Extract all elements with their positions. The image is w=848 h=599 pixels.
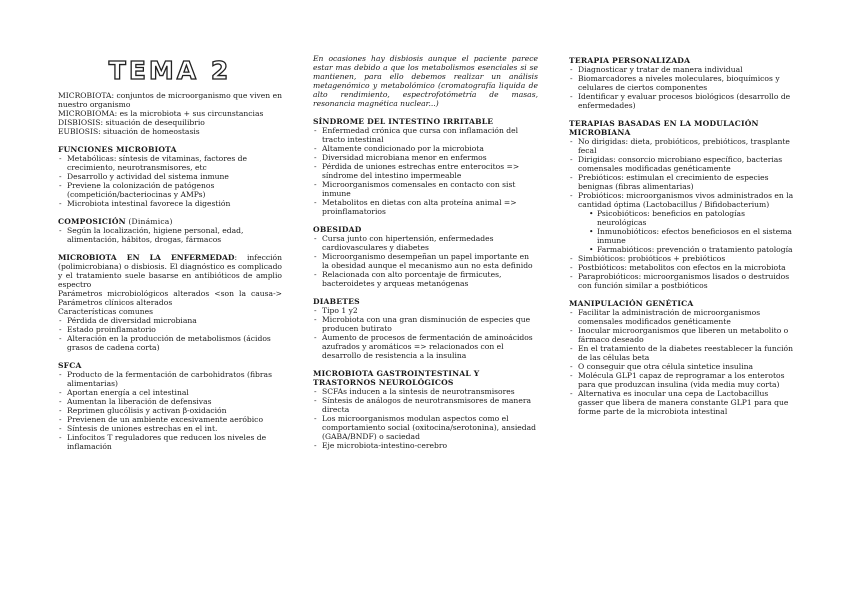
bullet-list	[313, 387, 538, 450]
heading-text: COMPOSICIÓN	[58, 217, 126, 226]
section-heading: TERAPIAS BASADAS EN LA MODULACIÓN MICROBIANA	[569, 119, 759, 137]
definition-text: : situación de homeostasis	[98, 127, 200, 136]
list-item: - Alteración en la producción de metabolismos (ácidos grasos de cadena corta)	[58, 334, 282, 352]
list-item: - Paraprobióticos: microorganismos lisados o destruidos con función similar a postbióticos	[569, 272, 794, 290]
definition-term: MICROBIOTA	[58, 91, 112, 100]
column-left	[58, 58, 282, 451]
list-item: - Metabolitos en dietas con alta proteína animal => proinflamatorios	[313, 198, 538, 216]
heading-suffix: (Dinámica)	[125, 217, 173, 226]
list-item: - Microorganismos comensales en contacto con sist inmune	[313, 180, 538, 198]
list-item: - Síntesis de uniones estrechas en el int.	[58, 424, 282, 433]
list-item: - Enfermedad crónica que cursa con inflamación del tracto intestinal	[313, 126, 538, 144]
page-title: TEMA 2	[108, 56, 232, 85]
list-item: - No dirigidas: dieta, probióticos, prebióticos, trasplante fecal	[569, 137, 794, 155]
definition-text: : situación de desequilibrio	[100, 118, 205, 127]
list-item: - Previene la colonización de patógenos (competición/bacteriocinas y AMPs)	[58, 181, 282, 199]
section-heading	[58, 217, 282, 226]
definition-term: MICROBIOMA	[58, 109, 115, 118]
sub-list-item: • Psicobióticos: beneficios en patologías neurológicas	[569, 209, 794, 227]
bullet-list	[569, 308, 794, 416]
list-item: - Relacionada con alto porcentaje de firmicutes, bacteroidetes y arqueas metanógenas	[313, 270, 538, 288]
list-item: - Pérdida de diversidad microbiana	[58, 316, 282, 325]
sub-list-item: • Farmabióticos: prevención o tratamiento patología	[569, 245, 794, 254]
list-item: - En el tratamiento de la diabetes reestablecer la función de las células beta	[569, 344, 794, 362]
list-item: - Tipo 1 y2	[313, 306, 538, 315]
section-heading: OBESIDAD	[313, 225, 362, 234]
bullet-list	[58, 154, 282, 208]
section-heading: TERAPIA PERSONALIZADA	[569, 56, 691, 65]
definition	[58, 118, 282, 127]
definition-text: : conjuntos de microorganismo que viven en nuestro organismo	[58, 91, 282, 109]
list-item: - Pérdida de uniones estrechas entre enterocitos => síndrome del intestino impermeable	[313, 162, 538, 180]
paragraph: Parámetros microbiológicos alterados <son la causa-> Parámetros clínicos alterados	[58, 289, 282, 307]
list-item: - Diversidad microbiana menor en enfermos	[313, 153, 538, 162]
list-item: - Facilitar la administración de microorganismos comensales modificados genéticamente	[569, 308, 794, 326]
list-item: - Producto de la fermentación de carbohidratos (fibras alimentarias)	[58, 370, 282, 388]
list-item: - Previenen de un ambiente excesivamente aeróbico	[58, 415, 282, 424]
definition	[58, 91, 282, 109]
definition-term: DISBIOSIS	[58, 118, 101, 127]
list-item: - Microorganismo desempeñan un papel importante en la obesidad aunque el mecanismo aun no esta definido	[313, 252, 538, 270]
section-heading: DIABETES	[313, 297, 360, 306]
bullet-list	[58, 226, 282, 244]
bullet-list	[569, 137, 794, 290]
list-item: - Microbiota con una gran disminución de especies que producen butirato	[313, 315, 538, 333]
list-item: - Microbiota intestinal favorece la digestión	[58, 199, 282, 208]
list-item: - Altamente condicionado por la microbiota	[313, 144, 538, 153]
bullet-list	[313, 126, 538, 216]
column-middle	[313, 54, 538, 450]
bullet-list	[58, 316, 282, 352]
section-heading: MANIPULACIÓN GENÉTICA	[569, 299, 694, 308]
list-item: - Aumentan la liberación de defensivas	[58, 397, 282, 406]
paragraph-text: : infección (polimicrobiana) o disbiosis. El diagnóstico es complicado y el tratamiento suele basarse en antibióticos de amplio espectro	[58, 253, 282, 289]
definition	[58, 109, 282, 118]
list-item: - Postbióticos: metabolitos con efectos en la microbiota	[569, 263, 794, 272]
column-right	[569, 56, 794, 416]
paragraph	[58, 253, 282, 289]
list-item: - Probióticos: microorganismos vivos administrados en la cantidad óptima (Lactobacillus / Bifidobacterium)	[569, 191, 794, 209]
list-item: - Reprimen glucólisis y activan β-oxidación	[58, 406, 282, 415]
section-heading: MICROBIOTA GASTROINTESTINAL Y TRASTORNOS NEUROLÓGICOS	[313, 369, 480, 387]
list-item: - Simbióticos: probióticos + prebióticos	[569, 254, 794, 263]
section-heading: FUNCIONES MICROBIOTA	[58, 145, 177, 154]
bullet-list	[313, 234, 538, 288]
list-item: - Prebióticos: estimulan el crecimiento de especies benignas (fibras alimentarias)	[569, 173, 794, 191]
list-item: - Eje microbiota-intestino-cerebro	[313, 441, 538, 450]
list-item: - Metabólicas: síntesis de vitaminas, factores de crecimiento, neurotransmisores, etc	[58, 154, 282, 172]
section-heading: SFCA	[58, 361, 82, 370]
list-item: - Aportan energía a cel intestinal	[58, 388, 282, 397]
list-item: - Aumento de procesos de fermentación de aminoácidos azufrados y aromáticos => relacionados con el desarrollo de resistencia a la insulina	[313, 333, 538, 360]
heading-text: MICROBIOTA EN LA ENFERMEDAD	[58, 253, 235, 262]
list-item: - Según la localización, higiene personal, edad, alimentación, hábitos, drogas, fármacos	[58, 226, 282, 244]
list-item: - SCFAs inducen a la sintesis de neurotransmisores	[313, 387, 538, 396]
bullet-list	[58, 370, 282, 451]
list-item: - Linfocitos T reguladores que reducen los niveles de inflamación	[58, 433, 282, 451]
bullet-list	[313, 306, 538, 360]
list-item: - Diagnosticar y tratar de manera individual	[569, 65, 794, 74]
paragraph: Características comunes	[58, 307, 154, 316]
bullet-list	[569, 65, 794, 110]
list-item: - Alternativa es inocular una cepa de Lactobacillus gasser que libera de manera constante GLP1 para que forme parte de la microbiota intestinal	[569, 389, 794, 416]
definition	[58, 127, 282, 136]
list-item: - Identificar y evaluar procesos biológicos (desarrollo de enfermedades)	[569, 92, 794, 110]
list-item: - Dirigidas: consorcio microbiano específico, bacterias comensales modificadas genéticamente	[569, 155, 794, 173]
list-item: - Síntesis de análogos de neurotransmisores de manera directa	[313, 396, 538, 414]
list-item: - Los microorganismos modulan aspectos como el comportamiento social (oxitocina/serotonina), ansiedad (GABA/BNDF) o saciedad	[313, 414, 538, 441]
list-item: - Desarrollo y actividad del sistema inmune	[58, 172, 282, 181]
list-item: - Molécula GLP1 capaz de reprogramar a los enterotos para que produzcan insulina (vida media muy corta)	[569, 371, 794, 389]
intro-paragraph: En ocasiones hay disbiosis aunque el paciente parece estar mas debido a que los metabolismos esenciales si se mantienen, para ello debemos realizar un análisis metagenómico y metabolómico (cromatografía liquida de alto rendimiento, espectrofotómetría de masas, resonancia magnética nuclear...)	[313, 54, 538, 108]
section-heading: SÍNDROME DEL INTESTINO IRRITABLE	[313, 117, 494, 126]
list-item: - O conseguir que otra célula sintetice insulina	[569, 362, 794, 371]
definition-term: EUBIOSIS	[58, 127, 99, 136]
definition-text: : es la microbiota + sus circunstancias	[114, 109, 264, 118]
list-item: - Inocular microorganismos que liberen un metabolito o fármaco deseado	[569, 326, 794, 344]
list-item: - Cursa junto con hipertensión, enfermedades cardiovasculares y diabetes	[313, 234, 538, 252]
list-item: - Estado proinflamatorio	[58, 325, 282, 334]
definitions	[58, 91, 282, 136]
sub-list-item: • Inmunobióticos: efectos beneficiosos en el sistema inmune	[569, 227, 794, 245]
list-item: - Biomarcadores a niveles moleculares, bioquímicos y celulares de ciertos componentes	[569, 74, 794, 92]
